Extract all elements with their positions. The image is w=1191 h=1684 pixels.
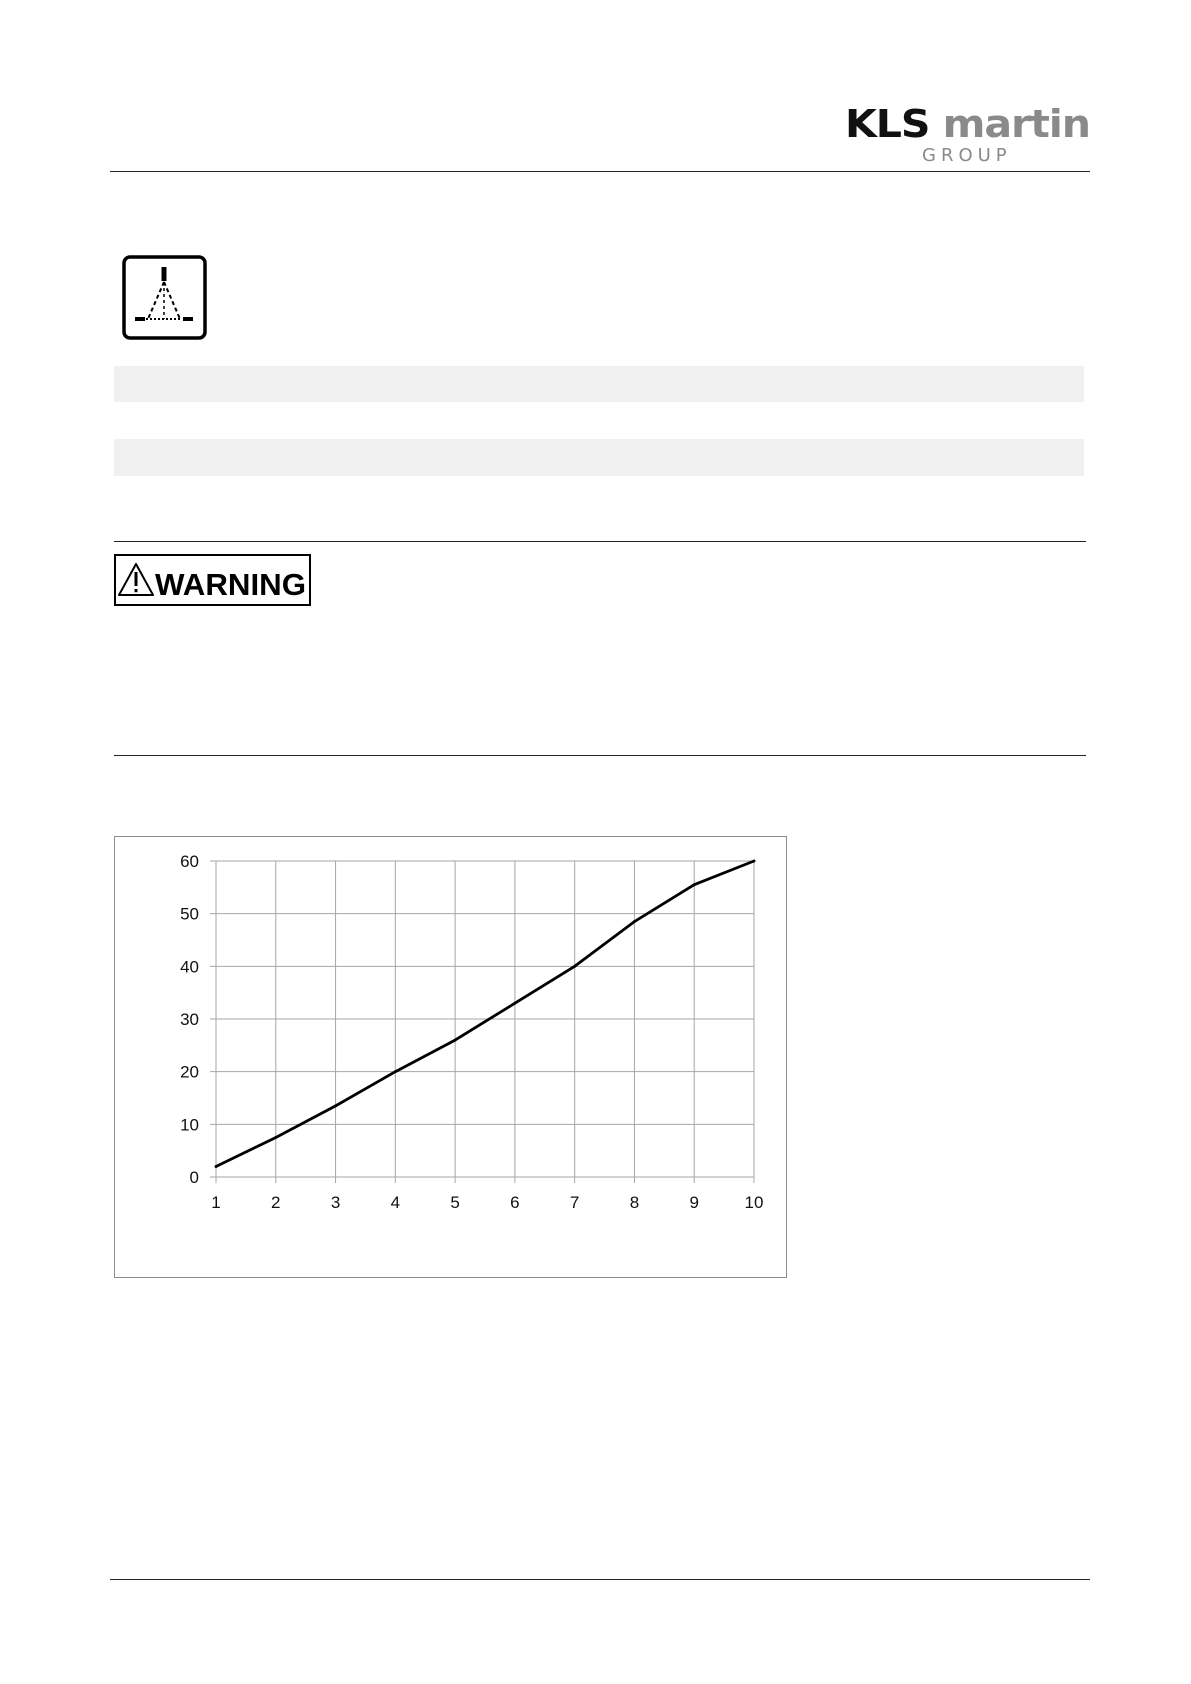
x-tick-label: 7: [569, 1193, 580, 1212]
x-tick-label: 10: [744, 1193, 764, 1212]
header-divider: [110, 171, 1090, 172]
data-point: [633, 920, 636, 923]
data-point: [693, 883, 696, 886]
bipolar-coagulation-icon: [122, 255, 207, 340]
data-point: [513, 1002, 516, 1005]
line-chart: [114, 836, 787, 1278]
svg-text:GROUP: GROUP: [922, 145, 1012, 163]
y-tick-label: 50: [180, 904, 199, 924]
table-row-shaded: [114, 366, 1084, 402]
y-tick-label: 30: [180, 1010, 199, 1029]
x-tick-label: 8: [629, 1193, 640, 1212]
svg-text:KLS martin: KLS martin: [845, 103, 1078, 146]
x-tick-label: 4: [390, 1193, 401, 1212]
data-point: [753, 860, 756, 863]
footer-divider: [110, 1579, 1090, 1580]
y-tick-label: 0: [189, 1168, 199, 1187]
data-point: [334, 1105, 337, 1108]
data-point: [573, 965, 576, 968]
svg-text:WARNING: WARNING: [155, 567, 306, 602]
y-tick-label: 40: [180, 957, 199, 977]
y-tick-label: 10: [180, 1115, 199, 1135]
warning-label: [114, 554, 311, 606]
x-tick-label: 3: [330, 1193, 341, 1212]
table-row-shaded: [114, 439, 1084, 476]
line-chart-plot: [115, 837, 785, 1276]
x-tick-label: 2: [271, 1193, 281, 1212]
warning-top-divider: [114, 541, 1086, 542]
data-series-line: [216, 861, 754, 1167]
y-tick-label: 20: [180, 1062, 199, 1082]
x-tick-label: 6: [510, 1193, 520, 1212]
kls-martin-logo: [845, 103, 1090, 163]
warning-bottom-divider: [114, 755, 1086, 756]
x-tick-label: 5: [450, 1193, 460, 1212]
data-point: [274, 1136, 277, 1139]
x-tick-label: 9: [689, 1193, 699, 1212]
data-point: [454, 1039, 457, 1042]
x-tick-label: 1: [211, 1193, 221, 1212]
data-point: [394, 1070, 397, 1073]
y-tick-label: 60: [180, 852, 199, 871]
data-point: [215, 1165, 218, 1168]
